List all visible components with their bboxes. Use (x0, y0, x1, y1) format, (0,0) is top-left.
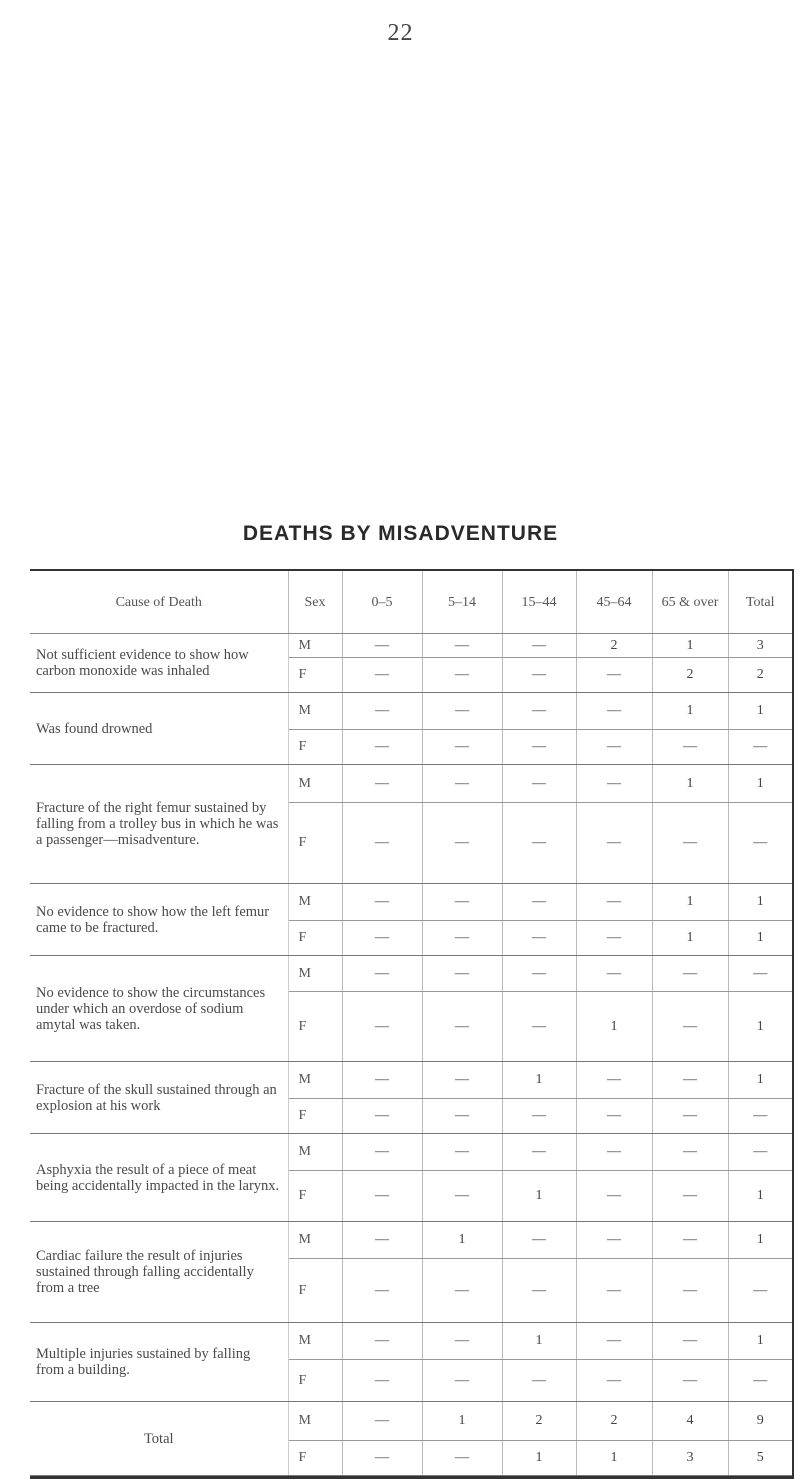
sex-cell: M (288, 1062, 342, 1099)
age-15-44-cell: — (502, 1099, 576, 1134)
sex-cell: M (288, 765, 342, 803)
age-5-14-cell: — (422, 730, 502, 765)
age-5-14-cell: — (422, 634, 502, 658)
header-age-45-64: 45–64 (576, 571, 652, 634)
sex-cell: F (288, 803, 342, 884)
age-65-over-cell: 1 (652, 634, 728, 658)
age-65-over-cell: — (652, 1099, 728, 1134)
age-15-44-cell: — (502, 730, 576, 765)
age-0-5-cell: — (342, 1134, 422, 1171)
age-65-over-cell: 3 (652, 1441, 728, 1476)
sex-cell: M (288, 634, 342, 658)
age-15-44-cell: 1 (502, 1062, 576, 1099)
age-15-44-cell: — (502, 992, 576, 1062)
age-5-14-cell: — (422, 956, 502, 992)
age-0-5-cell: — (342, 992, 422, 1062)
cause-cell: Was found drowned (30, 693, 288, 765)
total-cell: — (728, 1259, 792, 1323)
table-row (30, 956, 792, 992)
table-row (30, 634, 792, 658)
age-5-14-cell: — (422, 1360, 502, 1402)
age-65-over-cell: — (652, 1259, 728, 1323)
age-65-over-cell: — (652, 1360, 728, 1402)
age-65-over-cell: — (652, 1222, 728, 1259)
age-45-64-cell: — (576, 1222, 652, 1259)
age-15-44-cell: 1 (502, 1323, 576, 1360)
age-0-5-cell: — (342, 921, 422, 956)
age-65-over-cell: 2 (652, 658, 728, 693)
deaths-table-container (30, 569, 794, 1479)
age-0-5-cell: — (342, 634, 422, 658)
total-cell: — (728, 1360, 792, 1402)
total-cell: 1 (728, 1323, 792, 1360)
sex-cell: F (288, 921, 342, 956)
header-age-65-over: 65 & over (652, 571, 728, 634)
cause-cell: Cardiac failure the result of injuries sustained through falling accidentally from a tree (30, 1222, 288, 1323)
age-45-64-cell: — (576, 803, 652, 884)
age-0-5-cell: — (342, 1062, 422, 1099)
cause-cell: No evidence to show how the left femur came to be fractured. (30, 884, 288, 956)
age-15-44-cell: — (502, 1360, 576, 1402)
cause-cell: Total (30, 1402, 288, 1476)
age-5-14-cell: — (422, 884, 502, 921)
sex-cell: F (288, 1360, 342, 1402)
age-15-44-cell: — (502, 921, 576, 956)
age-5-14-cell: — (422, 658, 502, 693)
age-45-64-cell: — (576, 1360, 652, 1402)
age-0-5-cell: — (342, 803, 422, 884)
sex-cell: F (288, 658, 342, 693)
age-5-14-cell: 1 (422, 1402, 502, 1441)
page-number: 22 (387, 20, 414, 46)
age-0-5-cell: — (342, 730, 422, 765)
age-5-14-cell: 1 (422, 1222, 502, 1259)
sex-cell: F (288, 1441, 342, 1476)
total-cell: — (728, 1099, 792, 1134)
table-row (30, 1402, 792, 1441)
age-0-5-cell: — (342, 1360, 422, 1402)
table-row (30, 884, 792, 921)
sex-cell: M (288, 1134, 342, 1171)
table-row (30, 1222, 792, 1259)
age-0-5-cell: — (342, 765, 422, 803)
header-total: Total (728, 571, 792, 634)
age-65-over-cell: — (652, 730, 728, 765)
sex-cell: M (288, 1222, 342, 1259)
table-row (30, 1323, 792, 1360)
age-0-5-cell: — (342, 1402, 422, 1441)
sex-cell: M (288, 1323, 342, 1360)
age-65-over-cell: 1 (652, 693, 728, 730)
age-45-64-cell: 2 (576, 634, 652, 658)
age-45-64-cell: — (576, 1134, 652, 1171)
cause-cell: Fracture of the right femur sustained by falling from a trolley bus in which he was a passenger—misadventure. (30, 765, 288, 884)
age-45-64-cell: — (576, 1171, 652, 1222)
age-5-14-cell: — (422, 992, 502, 1062)
age-5-14-cell: — (422, 1259, 502, 1323)
total-cell: — (728, 956, 792, 992)
age-15-44-cell: — (502, 803, 576, 884)
total-cell: — (728, 803, 792, 884)
age-15-44-cell: — (502, 1222, 576, 1259)
age-0-5-cell: — (342, 1259, 422, 1323)
age-45-64-cell: 1 (576, 992, 652, 1062)
table-header (30, 571, 792, 634)
age-15-44-cell: — (502, 658, 576, 693)
age-0-5-cell: — (342, 1099, 422, 1134)
total-cell: 1 (728, 1171, 792, 1222)
header-age-0-5: 0–5 (342, 571, 422, 634)
cause-cell: Multiple injuries sustained by falling from a building. (30, 1323, 288, 1402)
total-cell: 1 (728, 693, 792, 730)
sex-cell: M (288, 1402, 342, 1441)
age-45-64-cell: — (576, 765, 652, 803)
age-65-over-cell: — (652, 803, 728, 884)
total-cell: 1 (728, 765, 792, 803)
sex-cell: F (288, 1259, 342, 1323)
age-0-5-cell: — (342, 1222, 422, 1259)
age-5-14-cell: — (422, 1171, 502, 1222)
age-15-44-cell: — (502, 1259, 576, 1323)
age-0-5-cell: — (342, 658, 422, 693)
header-sex: Sex (288, 571, 342, 634)
age-65-over-cell: — (652, 1171, 728, 1222)
total-cell: 1 (728, 1222, 792, 1259)
total-cell: 1 (728, 1062, 792, 1099)
sex-cell: F (288, 730, 342, 765)
total-cell: 1 (728, 921, 792, 956)
table-row (30, 765, 792, 803)
table-body (30, 634, 792, 1476)
age-45-64-cell: — (576, 730, 652, 765)
sex-cell: M (288, 884, 342, 921)
cause-cell: Asphyxia the result of a piece of meat being accidentally impacted in the larynx. (30, 1134, 288, 1222)
age-5-14-cell: — (422, 1099, 502, 1134)
total-cell: 1 (728, 884, 792, 921)
sex-cell: F (288, 1171, 342, 1222)
sex-cell: F (288, 992, 342, 1062)
age-15-44-cell: — (502, 693, 576, 730)
age-0-5-cell: — (342, 693, 422, 730)
header-age-15-44: 15–44 (502, 571, 576, 634)
age-65-over-cell: — (652, 956, 728, 992)
header-cause: Cause of Death (30, 571, 288, 634)
age-0-5-cell: — (342, 1441, 422, 1476)
total-cell: — (728, 730, 792, 765)
age-45-64-cell: — (576, 693, 652, 730)
age-45-64-cell: — (576, 1323, 652, 1360)
age-5-14-cell: — (422, 693, 502, 730)
age-65-over-cell: 1 (652, 884, 728, 921)
sex-cell: F (288, 1099, 342, 1134)
age-65-over-cell: — (652, 1134, 728, 1171)
cause-cell: Not sufficient evidence to show how carbon monoxide was inhaled (30, 634, 288, 693)
cause-cell: Fracture of the skull sustained through an explosion at his work (30, 1062, 288, 1134)
age-45-64-cell: — (576, 921, 652, 956)
age-5-14-cell: — (422, 803, 502, 884)
total-cell: — (728, 1134, 792, 1171)
age-0-5-cell: — (342, 1171, 422, 1222)
header-row (30, 571, 792, 634)
age-0-5-cell: — (342, 1323, 422, 1360)
table-row (30, 1062, 792, 1099)
age-15-44-cell: 1 (502, 1441, 576, 1476)
age-65-over-cell: — (652, 992, 728, 1062)
sex-cell: M (288, 956, 342, 992)
table-row (30, 1134, 792, 1171)
sex-cell: M (288, 693, 342, 730)
age-65-over-cell: — (652, 1062, 728, 1099)
cause-cell: No evidence to show the circumstances under which an overdose of sodium amytal was taken. (30, 956, 288, 1062)
age-15-44-cell: — (502, 884, 576, 921)
age-5-14-cell: — (422, 1441, 502, 1476)
age-5-14-cell: — (422, 1323, 502, 1360)
deaths-by-misadventure-table (30, 571, 792, 1476)
age-45-64-cell: — (576, 1099, 652, 1134)
age-65-over-cell: — (652, 1323, 728, 1360)
age-15-44-cell: 1 (502, 1171, 576, 1222)
age-45-64-cell: — (576, 956, 652, 992)
age-65-over-cell: 4 (652, 1402, 728, 1441)
age-15-44-cell: 2 (502, 1402, 576, 1441)
age-15-44-cell: — (502, 634, 576, 658)
age-5-14-cell: — (422, 921, 502, 956)
total-cell: 1 (728, 992, 792, 1062)
age-45-64-cell: — (576, 1062, 652, 1099)
age-65-over-cell: 1 (652, 765, 728, 803)
table-row (30, 693, 792, 730)
total-cell: 3 (728, 634, 792, 658)
age-45-64-cell: — (576, 884, 652, 921)
age-5-14-cell: — (422, 765, 502, 803)
total-cell: 5 (728, 1441, 792, 1476)
age-65-over-cell: 1 (652, 921, 728, 956)
age-45-64-cell: — (576, 1259, 652, 1323)
age-15-44-cell: — (502, 765, 576, 803)
age-15-44-cell: — (502, 1134, 576, 1171)
age-45-64-cell: 2 (576, 1402, 652, 1441)
age-45-64-cell: 1 (576, 1441, 652, 1476)
age-0-5-cell: — (342, 956, 422, 992)
page-title: DEATHS BY MISADVENTURE (242, 522, 559, 545)
total-cell: 2 (728, 658, 792, 693)
header-age-5-14: 5–14 (422, 571, 502, 634)
total-cell: 9 (728, 1402, 792, 1441)
age-5-14-cell: — (422, 1134, 502, 1171)
age-15-44-cell: — (502, 956, 576, 992)
age-0-5-cell: — (342, 884, 422, 921)
age-45-64-cell: — (576, 658, 652, 693)
age-5-14-cell: — (422, 1062, 502, 1099)
